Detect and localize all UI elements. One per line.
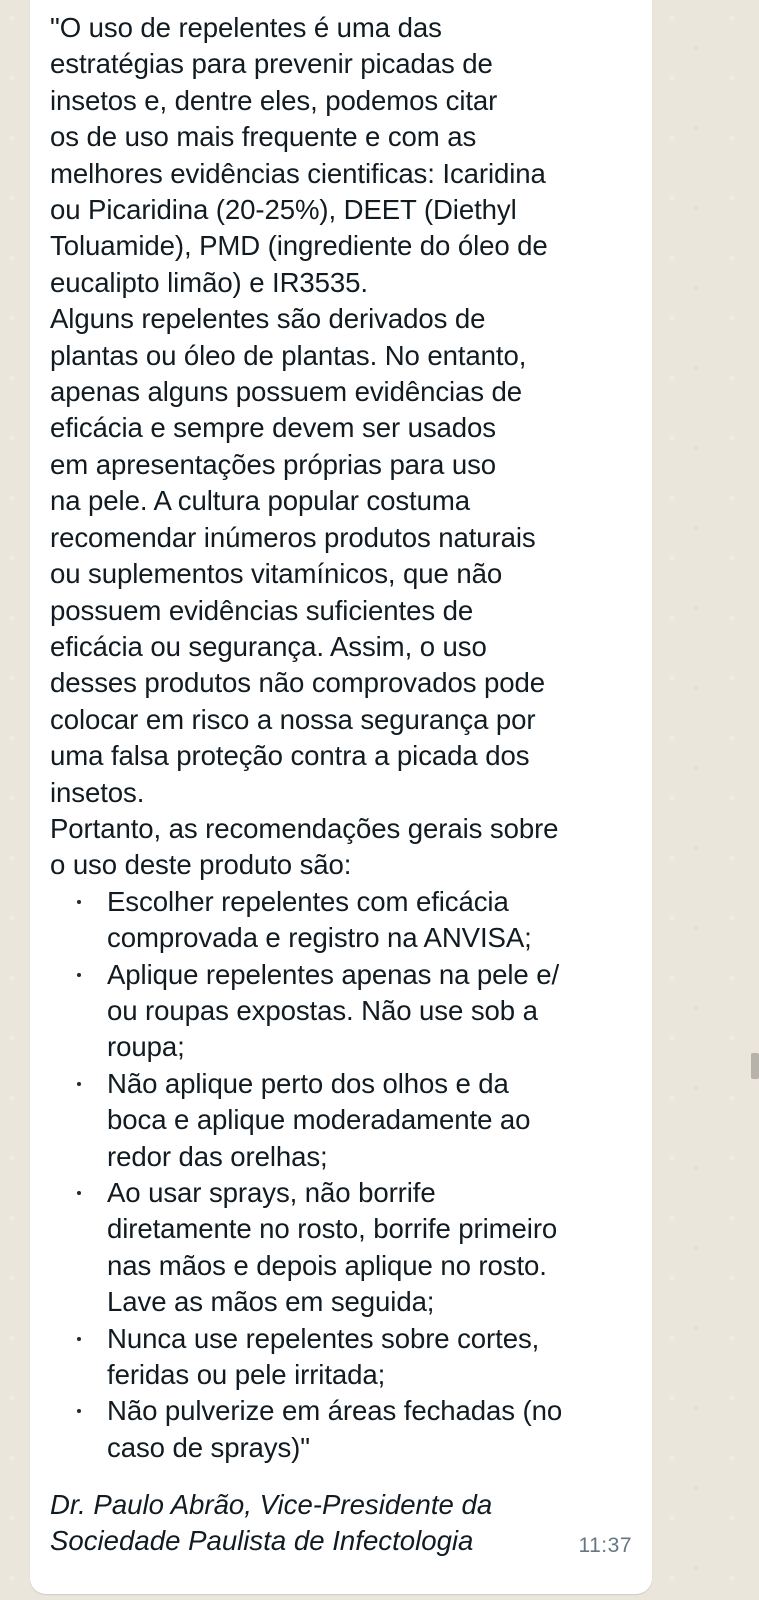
list-item (50, 1066, 632, 1175)
list-item (50, 1393, 632, 1466)
message-bubble[interactable] (30, 0, 652, 1594)
message-paragraph-plants: Alguns repelentes são derivados de plantas ou óleo de plantas. No entanto, apenas alguns possuem evidências de eficácia e sempre devem ser usados em apresentações próprias para uso na pele. A cultura popular costuma recomendar inúmeros produtos naturais ou suplementos vitamínicos, que não possuem evidências suficientes de eficácia ou segurança. Assim, o uso desses produtos não comprovados pode colocar em risco a nossa segurança por uma falsa proteção contra a picada dos insetos. (50, 303, 545, 808)
list-item-text: Aplique repelentes apenas na pele e/ ou roupas expostas. Não use sob a roupa; (107, 958, 560, 1063)
recommendation-list (50, 884, 632, 1467)
bullet-dot-icon (77, 1082, 81, 1086)
list-item (50, 1175, 632, 1321)
message-text (50, 10, 632, 1466)
list-item-text: Ao usar sprays, não borrife diretamente no rosto, borrife primeiro nas mãos e depois aplique no rosto. Lave as mãos em seguida; (107, 1177, 558, 1318)
list-item-text: Escolher repelentes com eficácia comprovada e registro na ANVISA; (107, 885, 532, 954)
list-item (50, 1321, 632, 1394)
bullet-dot-icon (77, 1191, 81, 1195)
scrollbar-thumb[interactable] (751, 1053, 759, 1079)
message-paragraph-recommendations: Portanto, as recomendações gerais sobre o uso deste produto são: (50, 812, 559, 881)
bullet-dot-icon (77, 1409, 81, 1413)
list-item-text: Nunca use repelentes sobre cortes, feridas ou pele irritada; (107, 1322, 540, 1391)
bullet-dot-icon (77, 900, 81, 904)
list-item (50, 957, 632, 1066)
list-item-text: Não aplique perto dos olhos e da boca e aplique moderadamente ao redor das orelhas; (107, 1067, 531, 1172)
message-timestamp: 11:37 (578, 1534, 632, 1557)
message-paragraph-intro: "O uso de repelentes é uma das estratégias para prevenir picadas de insetos e, dentre eles, podemos citar os de uso mais frequente e com as melhores evidências cientificas: Icaridina ou Picaridina (20-25%), DEET (Diethyl Toluamide), PMD (ingrediente do óleo de eucalipto limão) e IR3535. (50, 12, 548, 298)
message-signature: Dr. Paulo Abrão, Vice-Presidente da Sociedade Paulista de Infectologia (50, 1489, 493, 1557)
list-item (50, 884, 632, 957)
list-item-text: Não pulverize em áreas fechadas (no caso de sprays)" (107, 1395, 563, 1463)
bullet-dot-icon (77, 973, 81, 977)
bullet-dot-icon (77, 1337, 81, 1341)
